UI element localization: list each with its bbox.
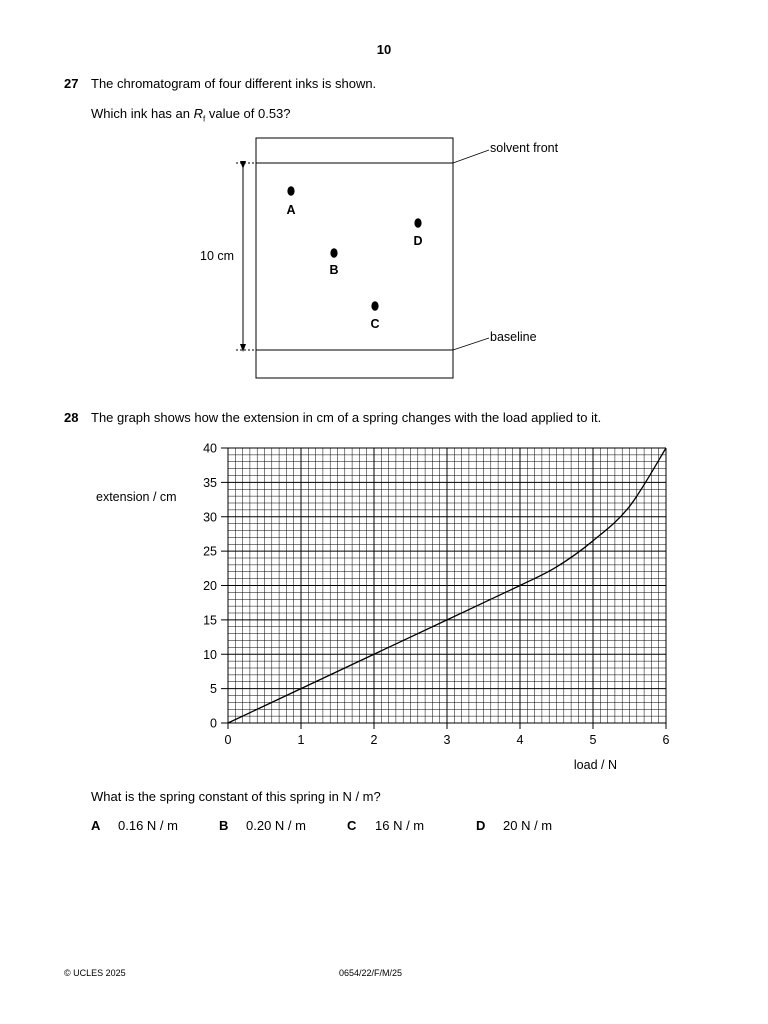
- rf-subscript: f: [203, 114, 206, 124]
- y-tick-label: 25: [203, 544, 217, 559]
- ink-spot-label-c: C: [370, 317, 380, 331]
- option-a-value[interactable]: 0.16 N / m: [118, 818, 178, 833]
- x-tick-label: 2: [370, 733, 378, 747]
- x-tick-label: 6: [662, 733, 670, 747]
- question-27-question-start: Which ink has an: [91, 106, 194, 121]
- solvent-front-label: solvent front: [490, 141, 559, 155]
- x-axis-label: load / N: [573, 758, 617, 772]
- ink-spot-label-a: A: [286, 203, 296, 217]
- chromatogram-diagram: [0, 0, 768, 400]
- question-28-question: What is the spring constant of this spring in N / m?: [91, 789, 381, 804]
- question-27-stem: The chromatogram of four different inks is shown.: [91, 76, 377, 91]
- baseline-leader: [453, 338, 489, 350]
- x-tick-label: 4: [516, 733, 524, 747]
- distance-label: 10 cm: [200, 249, 235, 263]
- x-tick-label: 5: [589, 733, 597, 747]
- extension-load-graph: [0, 430, 768, 780]
- option-c-value[interactable]: 16 N / m: [375, 818, 425, 833]
- question-28-number: 28: [64, 410, 79, 425]
- baseline-label: baseline: [490, 330, 537, 344]
- ink-spot-a: [287, 186, 294, 196]
- chromatography-paper: [256, 138, 453, 378]
- option-a-letter: A: [91, 818, 101, 833]
- x-tick-label: 3: [443, 733, 451, 747]
- y-tick-label: 20: [203, 579, 217, 593]
- option-b-value[interactable]: 0.20 N / m: [246, 818, 306, 833]
- y-tick-label: 30: [203, 510, 217, 525]
- ink-spot-label-d: D: [413, 234, 423, 248]
- question-28-stem: The graph shows how the extension in cm of a spring changes with the load applied to it.: [91, 410, 602, 425]
- page-number: 10: [376, 42, 392, 57]
- ink-spot-b: [330, 248, 337, 258]
- x-tick-label: 0: [224, 733, 232, 747]
- question-27-question-end: value of 0.53?: [205, 106, 291, 121]
- rf-symbol: R: [193, 106, 203, 121]
- graph-grid: [228, 448, 666, 723]
- y-tick-label: 5: [210, 682, 217, 697]
- y-tick-label: 10: [203, 647, 217, 662]
- ink-spot-label-b: B: [329, 263, 339, 277]
- solvent-front-leader: [453, 150, 489, 163]
- footer-paper-code: 0654/22/F/M/25: [339, 968, 403, 978]
- option-b-letter: B: [219, 818, 229, 833]
- option-d-letter: D: [476, 818, 486, 833]
- question-27-number: 27: [64, 76, 79, 91]
- option-d-value[interactable]: 20 N / m: [503, 818, 553, 833]
- y-axis-label: extension / cm: [96, 490, 177, 504]
- ink-spot-d: [414, 218, 421, 228]
- y-tick-label: 35: [203, 475, 217, 490]
- footer-copyright: © UCLES 2025: [64, 968, 126, 978]
- ink-spot-c: [371, 301, 378, 311]
- option-c-letter: C: [347, 818, 357, 833]
- y-tick-label: 40: [203, 441, 217, 456]
- y-tick-label: 0: [210, 716, 217, 731]
- y-tick-label: 15: [203, 613, 217, 628]
- x-tick-label: 1: [297, 733, 305, 747]
